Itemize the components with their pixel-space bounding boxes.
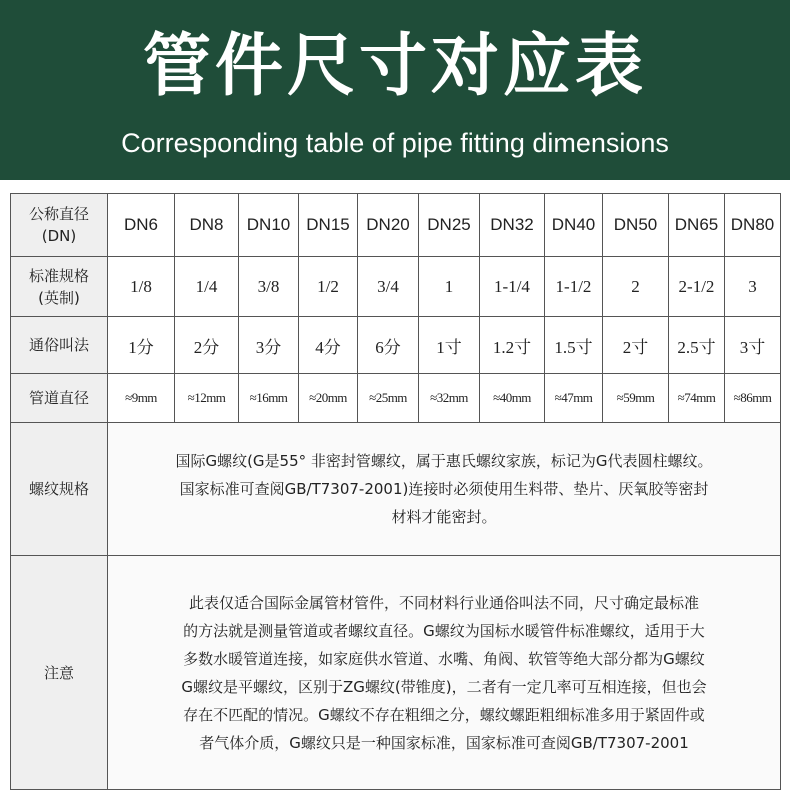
dn-cell: DN50 — [603, 194, 669, 257]
row-nominal — [11, 194, 781, 257]
imperial-cell: 2-1/2 — [669, 257, 725, 317]
pipe-diameter-cell: ≈20mm — [299, 374, 358, 423]
common-cell: 2.5寸 — [669, 317, 725, 374]
notice-text — [108, 556, 781, 790]
imperial-cell: 1-1/2 — [545, 257, 603, 317]
dn-cell: DN10 — [239, 194, 299, 257]
notice-line: 此表仅适合国际金属管材管件，不同材料行业通俗叫法不同，尺寸确定最标准 — [188, 593, 699, 612]
common-cell: 1.5寸 — [545, 317, 603, 374]
label-line: 标准规格 — [28, 266, 89, 285]
imperial-cell: 2 — [603, 257, 669, 317]
dn-cell: DN40 — [545, 194, 603, 257]
imperial-cell: 1/2 — [299, 257, 358, 317]
header-banner — [0, 0, 790, 180]
imperial-cell: 1/4 — [175, 257, 239, 317]
pipe-diameter-cell: ≈47mm — [545, 374, 603, 423]
dn-cell: DN20 — [358, 194, 419, 257]
dn-cell: DN25 — [419, 194, 480, 257]
dn-cell: DN80 — [725, 194, 781, 257]
row-label-imperial — [11, 257, 108, 317]
imperial-cell: 3/8 — [239, 257, 299, 317]
pipe-diameter-cell: ≈32mm — [419, 374, 480, 423]
common-cell: 4分 — [299, 317, 358, 374]
common-cell: 2分 — [175, 317, 239, 374]
thread-line: 材料才能密封。 — [391, 508, 497, 526]
pipe-diameter-cell: ≈12mm — [175, 374, 239, 423]
page-title: 管件尺寸对应表 — [142, 27, 647, 106]
row-label-nominal — [11, 194, 108, 257]
imperial-cell: 1-1/4 — [480, 257, 545, 317]
row-label-thread-spec: 螺纹规格 — [11, 423, 108, 556]
row-imperial — [11, 257, 781, 317]
notice-line: G螺纹是平螺纹，区别于ZG螺纹(带锥度)，二者有一定几率可互相连接，但也会 — [181, 677, 707, 696]
notice-line: 存在不匹配的情况。G螺纹不存在粗细之分，螺纹螺距粗细标准多用于紧固件或 — [183, 705, 705, 724]
row-label-common: 通俗叫法 — [11, 317, 108, 374]
notice-line: 多数水暖管道连接，如家庭供水管道、水嘴、角阀、软管等绝大部分都为G螺纹 — [183, 649, 705, 668]
thread-spec-text — [108, 423, 781, 556]
dn-cell: DN65 — [669, 194, 725, 257]
dn-cell: DN8 — [175, 194, 239, 257]
common-cell: 1.2寸 — [480, 317, 545, 374]
pipe-diameter-cell: ≈40mm — [480, 374, 545, 423]
common-cell: 6分 — [358, 317, 419, 374]
pipe-diameter-cell: ≈59mm — [603, 374, 669, 423]
imperial-cell: 3 — [725, 257, 781, 317]
row-thread-spec — [11, 423, 781, 556]
notice-line: 者气体介质，G螺纹只是一种国家标准，国家标准可查阅GB/T7307-2001 — [199, 733, 689, 752]
notice-line: 的方法就是测量管道或者螺纹直径。G螺纹为国标水暖管件标准螺纹，适用于大 — [183, 621, 705, 640]
common-cell: 1寸 — [419, 317, 480, 374]
thread-line: 国家标准可查阅GB/T7307-2001)连接时必须使用生料带、垫片、厌氧胶等密封 — [179, 480, 709, 498]
common-cell: 2寸 — [603, 317, 669, 374]
pipe-diameter-cell: ≈74mm — [669, 374, 725, 423]
row-label-notice: 注意 — [11, 556, 108, 790]
common-cell: 3寸 — [725, 317, 781, 374]
row-label-pipe-diameter: 管道直径 — [11, 374, 108, 423]
thread-line: 国际G螺纹(G是55° 非密封管螺纹，属于惠氏螺纹家族，标记为G代表圆柱螺纹。 — [175, 452, 713, 470]
common-cell: 1分 — [108, 317, 175, 374]
row-notice — [11, 556, 781, 790]
pipe-diameter-cell: ≈25mm — [358, 374, 419, 423]
pipe-diameter-cell: ≈16mm — [239, 374, 299, 423]
imperial-cell: 1/8 — [108, 257, 175, 317]
dn-cell: DN15 — [299, 194, 358, 257]
row-pipe-diameter — [11, 374, 781, 423]
label-line: (DN) — [41, 227, 77, 245]
label-line: 公称直径 — [28, 205, 89, 223]
dimension-table — [10, 193, 781, 790]
page-subtitle: Corresponding table of pipe fitting dimensions — [121, 128, 669, 158]
row-common — [11, 317, 781, 374]
label-line: (英制) — [38, 288, 80, 307]
pipe-diameter-cell: ≈86mm — [725, 374, 781, 423]
imperial-cell: 1 — [419, 257, 480, 317]
imperial-cell: 3/4 — [358, 257, 419, 317]
pipe-diameter-cell: ≈9mm — [108, 374, 175, 423]
dn-cell: DN32 — [480, 194, 545, 257]
dn-cell: DN6 — [108, 194, 175, 257]
common-cell: 3分 — [239, 317, 299, 374]
